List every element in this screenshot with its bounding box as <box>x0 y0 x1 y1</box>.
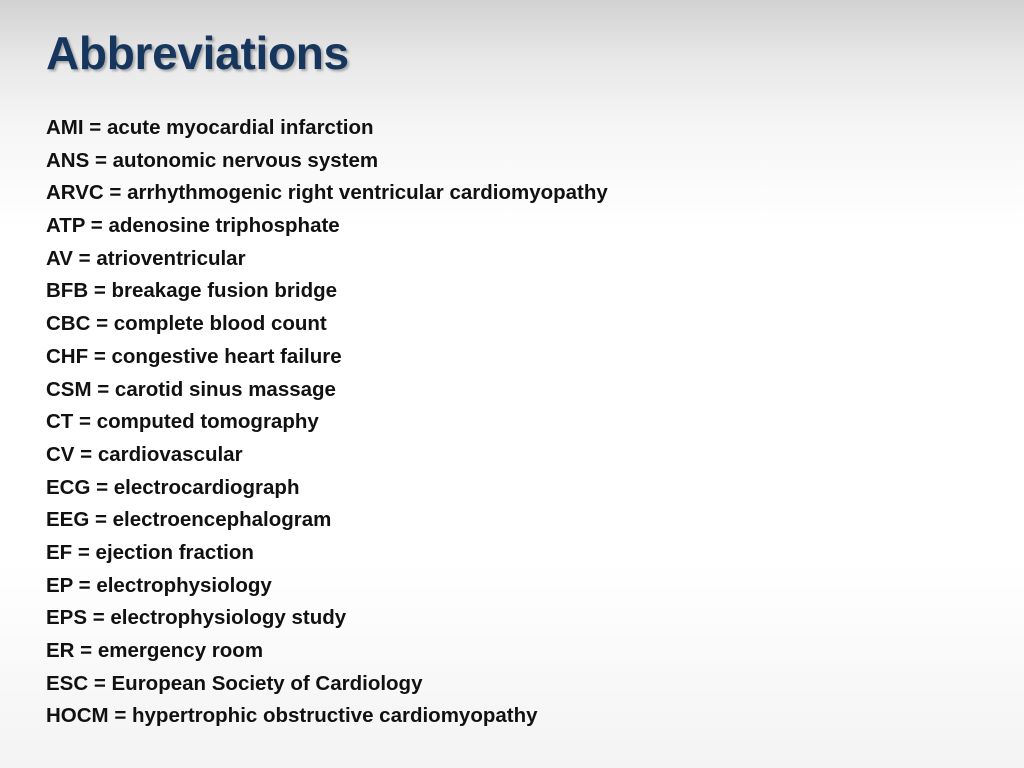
abbreviation-item: ARVC = arrhythmogenic right ventricular cardiomyopathy <box>46 181 608 205</box>
abbreviation-item: ECG = electrocardiograph <box>46 475 300 499</box>
abbreviation-item: CBC = complete blood count <box>46 312 327 336</box>
slide-title: Abbreviations <box>46 27 349 79</box>
abbreviation-item: CHF = congestive heart failure <box>46 344 342 368</box>
abbreviation-item: EEG = electroencephalogram <box>46 508 332 532</box>
abbreviation-item: CT = computed tomography <box>46 410 319 434</box>
abbreviation-item: HOCM = hypertrophic obstructive cardiomyopathy <box>46 704 538 728</box>
abbreviation-item: AV = atrioventricular <box>46 246 246 270</box>
abbreviation-item: ER = emergency room <box>46 639 264 662</box>
abbreviation-item: EP = electrophysiology <box>46 573 272 597</box>
abbreviation-item: CSM = carotid sinus massage <box>46 377 336 401</box>
abbreviation-item: CV = cardiovascular <box>46 442 243 466</box>
abbreviation-list <box>46 114 608 735</box>
abbreviation-item: ATP = adenosine triphosphate <box>46 214 340 238</box>
abbreviation-item: BFB = breakage fusion bridge <box>46 279 338 303</box>
abbreviation-item: ESC = European Society of Cardiology <box>46 671 423 695</box>
abbreviation-item: EPS = electrophysiology study <box>46 606 347 630</box>
abbreviation-item: AMI = acute myocardial infarction <box>46 116 374 139</box>
abbreviation-item: ANS = autonomic nervous system <box>46 148 379 172</box>
abbreviation-item: EF = ejection fraction <box>46 540 254 564</box>
